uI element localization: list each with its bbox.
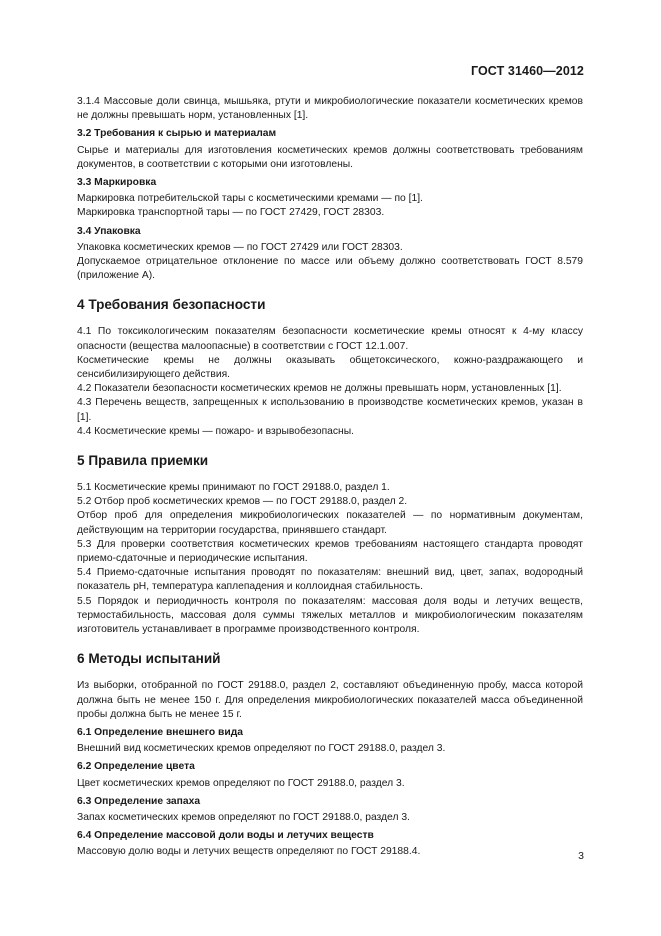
paragraph-6-2: Цвет косметических кремов определяют по ГОСТ 29188.0, раздел 3. bbox=[77, 777, 405, 789]
paragraph-3-1-4 bbox=[77, 95, 583, 123]
section-heading-5: 5 Правила приемки bbox=[77, 453, 209, 469]
paragraph-4-4: 4.4 Косметические кремы — пожаро- и взрывобезопасны. bbox=[77, 425, 354, 437]
document-body bbox=[77, 95, 583, 860]
paragraph-6-4: Массовую долю воды и летучих веществ определяют по ГОСТ 29188.4. bbox=[77, 846, 421, 858]
paragraph-5-1: 5.1 Косметические кремы принимают по ГОСТ 29188.0, раздел 1. bbox=[77, 482, 390, 494]
paragraph-5-5: 5.5 Порядок и периодичность контроля по показателям: массовая доля воды и летучих веществ, термостабильность, массовая доля суммы тяжелых металлов и микробиологическим показателям изготовитель устанавливает в программе производственного контроля. bbox=[77, 595, 583, 636]
paragraph-5-3: 5.3 Для проверки соответствия косметических кремов требованиям настоящего стандарта проводят приемо-сдаточные и периодические испытания. bbox=[77, 538, 583, 565]
paragraph-4-1: 4.1 По токсикологическим показателям безопасности косметические кремы относят к 4-му классу опасности (вещества малоопасные) в соответствии с ГОСТ 12.1.007. bbox=[77, 326, 583, 352]
paragraph-4-2: 4.2 Показатели безопасности косметических кремов не должны превышать норм, установленных [1]. bbox=[77, 383, 562, 395]
section-heading-6: 6 Методы испытаний bbox=[77, 651, 221, 667]
paragraph-5-4: 5.4 Приемо-сдаточные испытания проводят по показателям: внешний вид, цвет, запах, водородный показатель рН, температура каплепадения и коллоидная стабильность. bbox=[77, 567, 583, 593]
paragraph-5-2: 5.2 Отбор проб косметических кремов — по ГОСТ 29188.0, раздел 2. bbox=[77, 496, 408, 508]
heading-6-3: 6.3 Определение запаха bbox=[77, 795, 201, 807]
document-code: ГОСТ 31460—2012 bbox=[470, 64, 584, 78]
paragraph-3-3-b: Маркировка транспортной тары — по ГОСТ 27429, ГОСТ 28303. bbox=[77, 207, 385, 219]
page-number: 3 bbox=[578, 850, 584, 862]
paragraph-5-2-b: Отбор проб для определения микробиологических показателей — по нормативным документам, действующим на территории государства, принявшего стандарт. bbox=[77, 510, 583, 536]
paragraph-6: Из выборки, отобранной по ГОСТ 29188.0, раздел 2, составляют объединенную пробу, масса которой должна быть не менее 150 г. Для определения микробиологических показателей масса объединенной пробы должна быть не менее 15 г. bbox=[77, 680, 583, 720]
heading-3-3: 3.3 Маркировка bbox=[77, 177, 157, 189]
text-3-1-4: 3.1.4 Массовые доли свинца, мышьяка, ртути и микробиологические показатели косметических кремов не должны превышать норм, установленных [1]. bbox=[77, 96, 583, 122]
section-heading-4: 4 Требования безопасности bbox=[77, 297, 266, 313]
heading-6-4: 6.4 Определение массовой доли воды и летучих веществ bbox=[77, 830, 374, 842]
paragraph-3-4-a: Упаковка косметических кремов — по ГОСТ 27429 или ГОСТ 28303. bbox=[77, 241, 403, 253]
heading-3-4: 3.4 Упаковка bbox=[77, 225, 141, 237]
heading-6-2: 6.2 Определение цвета bbox=[77, 761, 195, 773]
paragraph-6-3: Запах косметических кремов определяют по ГОСТ 29188.0, раздел 3. bbox=[77, 811, 410, 823]
paragraph-3-2: Сырье и материалы для изготовления косметических кремов должны соответствовать требованиям документов, в соответствии с которыми они изготовлены. bbox=[77, 144, 583, 170]
paragraph-3-3-a: Маркировка потребительской тары с косметическими кремами — по [1]. bbox=[77, 193, 423, 205]
paragraph-4-3: 4.3 Перечень веществ, запрещенных к использованию в производстве косметических кремов, указан в [1]. bbox=[77, 397, 583, 423]
paragraph-6-1: Внешний вид косметических кремов определяют по ГОСТ 29188.0, раздел 3. bbox=[77, 743, 446, 755]
heading-6-1: 6.1 Определение внешнего вида bbox=[77, 726, 243, 738]
paragraph-3-4-b: Допускаемое отрицательное отклонение по массе или объему должно соответствовать ГОСТ 8.579 (приложение А). bbox=[77, 256, 583, 282]
paragraph-4-1-b: Косметические кремы не должны оказывать общетоксического, кожно-раздражающего и сенсибилизирующего действия. bbox=[77, 354, 583, 381]
heading-3-2: 3.2 Требования к сырью и материалам bbox=[77, 128, 277, 140]
